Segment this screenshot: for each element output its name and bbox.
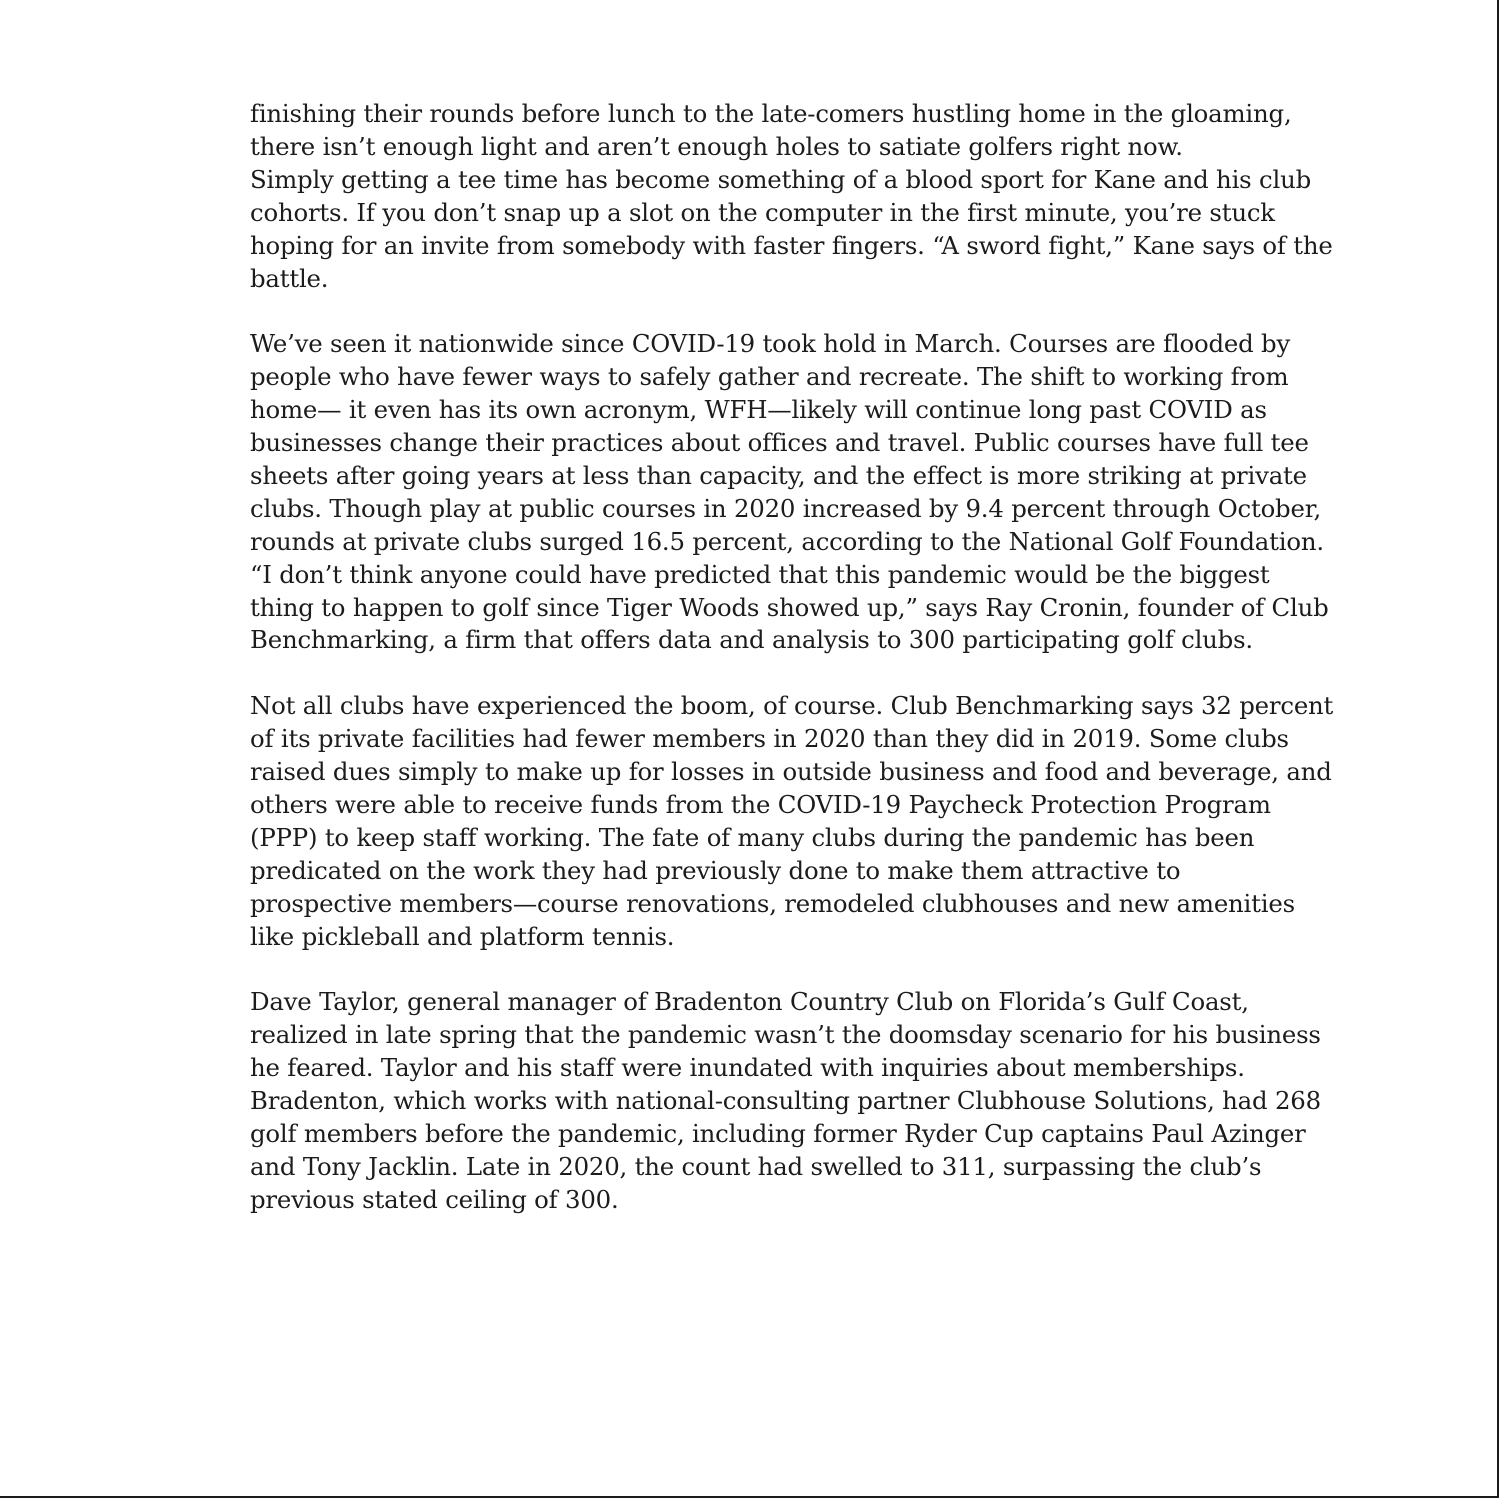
text-line: cohorts. If you don’t snap up a slot on the computer in the first minute, you’re stuck bbox=[250, 197, 1275, 227]
text-line: there isn’t enough light and aren’t enough holes to satiate golfers right now. bbox=[250, 131, 1183, 161]
text-line: people who have fewer ways to safely gather and recreate. The shift to working from bbox=[250, 362, 1289, 392]
text-line: Benchmarking, a firm that offers data and analysis to 300 participating golf clubs. bbox=[250, 625, 1253, 655]
paragraph-2 bbox=[250, 328, 1329, 657]
text-line: Dave Taylor, general manager of Bradenton Country Club on Florida’s Gulf Coast, bbox=[250, 987, 1249, 1017]
text-line: We’ve seen it nationwide since COVID-19 took hold in March. Courses are flooded by bbox=[250, 329, 1291, 359]
body-text bbox=[250, 98, 1334, 1250]
text-line: “I don’t think anyone could have predicted that this pandemic would be the biggest bbox=[250, 559, 1270, 589]
text-line: golf members before the pandemic, including former Ryder Cup captains Paul Azinger bbox=[250, 1119, 1306, 1149]
text-line: prospective members—course renovations, remodeled clubhouses and new amenities bbox=[250, 888, 1295, 918]
text-line: clubs. Though play at public courses in 2020 increased by 9.4 percent through October, bbox=[250, 493, 1322, 523]
text-line: Not all clubs have experienced the boom, of course. Club Benchmarking says 32 percent bbox=[250, 691, 1334, 721]
text-line: hoping for an invite from somebody with faster fingers. “A sword fight,” Kane says of the bbox=[250, 230, 1333, 260]
text-line: previous stated ceiling of 300. bbox=[250, 1184, 619, 1214]
text-line: home— it even has its own acronym, WFH—likely will continue long past COVID as bbox=[250, 395, 1267, 425]
paragraph-1 bbox=[250, 98, 1333, 295]
text-line: battle. bbox=[250, 263, 329, 293]
text-line: sheets after going years at less than capacity, and the effect is more striking at private bbox=[250, 460, 1307, 490]
text-line: thing to happen to golf since Tiger Woods showed up,” says Ray Cronin, founder of Club bbox=[250, 592, 1329, 622]
text-line: Simply getting a tee time has become something of a blood sport for Kane and his club bbox=[250, 164, 1312, 194]
text-line: and Tony Jacklin. Late in 2020, the count had swelled to 311, surpassing the club’s bbox=[250, 1151, 1262, 1181]
paragraph-3 bbox=[250, 690, 1334, 953]
paragraph-4 bbox=[250, 986, 1321, 1216]
text-line: of its private facilities had fewer members in 2020 than they did in 2019. Some clubs bbox=[250, 724, 1289, 754]
text-line: realized in late spring that the pandemic wasn’t the doomsday scenario for his business bbox=[250, 1020, 1321, 1050]
text-line: businesses change their practices about offices and travel. Public courses have full tee bbox=[250, 428, 1309, 458]
text-line: raised dues simply to make up for losses in outside business and food and beverage, and bbox=[250, 757, 1332, 787]
text-line: like pickleball and platform tennis. bbox=[250, 921, 675, 951]
text-line: he feared. Taylor and his staff were inundated with inquiries about memberships. bbox=[250, 1053, 1245, 1083]
text-line: finishing their rounds before lunch to the late-comers hustling home in the gloaming, bbox=[250, 99, 1292, 128]
text-line: Bradenton, which works with national-consulting partner Clubhouse Solutions, had 268 bbox=[250, 1086, 1321, 1116]
text-line: rounds at private clubs surged 16.5 percent, according to the National Golf Foundation. bbox=[250, 526, 1324, 556]
text-line: predicated on the work they had previously done to make them attractive to bbox=[250, 855, 1181, 885]
text-line: (PPP) to keep staff working. The fate of many clubs during the pandemic has been bbox=[250, 822, 1255, 852]
text-line: others were able to receive funds from the COVID-19 Paycheck Protection Program bbox=[250, 790, 1271, 819]
